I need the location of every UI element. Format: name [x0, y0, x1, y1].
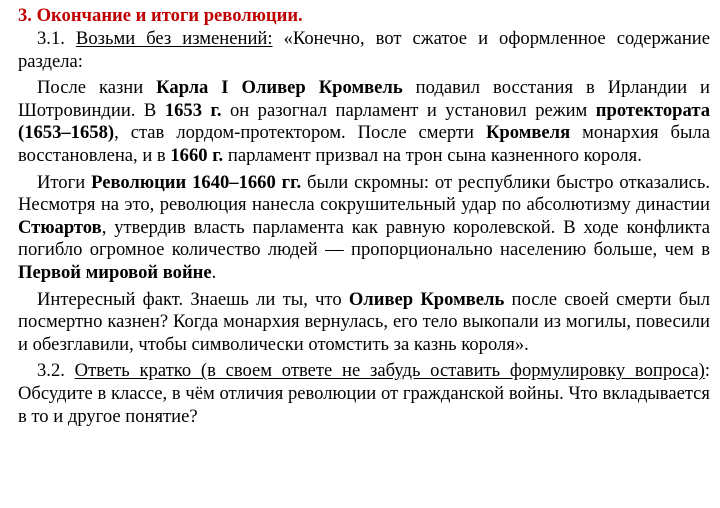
task-3-1 — [18, 28, 710, 73]
text-run: подавил восстания в Ирландии и Шотровиндии. В — [18, 77, 710, 121]
task-3-1-number: 3.1. — [37, 28, 76, 49]
bold-run: 1660 г. — [170, 144, 224, 166]
paragraph-results — [18, 172, 710, 285]
text-run: парламент призвал на трон сына казненного короля. — [223, 144, 642, 166]
text-run: . — [211, 261, 217, 283]
bold-run: 1653 г. — [164, 99, 222, 121]
task-3-1-instruction: Возьми без изменений: — [75, 28, 273, 49]
task-3-2-question: Обсудите в классе, в чём отличия революции от гражданской войны. Что вкладывается в то и другое понятие? — [18, 382, 710, 427]
text-run: он разогнал парламент и установил режим — [221, 99, 596, 121]
bold-run: Оливер Кромвель — [348, 288, 505, 310]
task-3-2 — [18, 360, 710, 428]
bold-run: Революции 1640–1660 гг. — [91, 171, 302, 193]
text-run: , утвердив власть парламента как равную королевской. В ходе конфликта погибло огромное количество людей — пропорционально населению больше, чем в — [18, 216, 710, 261]
text-run: Итоги — [37, 171, 92, 193]
section-heading: 3. Окончание и итоги революции. — [18, 5, 303, 26]
bold-run: протектората (1653–1658) — [18, 99, 710, 144]
bold-run: Стюартов — [18, 216, 102, 238]
task-3-2-instruction: Ответь кратко (в своем ответе не забудь оставить формулировку вопроса) — [74, 360, 705, 382]
task-3-2-number: 3.2. — [37, 360, 75, 382]
text-run: после своей смерти был посмертно казнен? Когда монархия вернулась, его тело выкопали из могилы, повесили и обезглавили, чтобы символически отомстить за казнь короля». — [18, 288, 710, 355]
text-run: , став лордом-протектором. После смерти — [114, 122, 486, 144]
bold-run: Карла I Оливер Кромвель — [156, 77, 403, 99]
paragraph-cromwell — [18, 77, 710, 167]
text-run: были скромны: от республики быстро отказались. Несмотря на это, революция нанесла сокрушительный удар по абсолютизму династии — [18, 171, 710, 216]
text-run: монархия была восстановлена, и в — [18, 122, 710, 166]
paragraph-fact — [18, 289, 710, 357]
bold-run: Кромвеля — [485, 122, 571, 144]
text-run: Интересный факт. Знаешь ли ты, что — [37, 288, 349, 310]
bold-run: Первой мировой войне — [18, 261, 212, 283]
task-3-1-intro: «Конечно, вот сжатое и оформленное содержание раздела: — [18, 28, 710, 72]
text-run: После казни — [37, 77, 157, 99]
text-run: : — [704, 360, 710, 382]
